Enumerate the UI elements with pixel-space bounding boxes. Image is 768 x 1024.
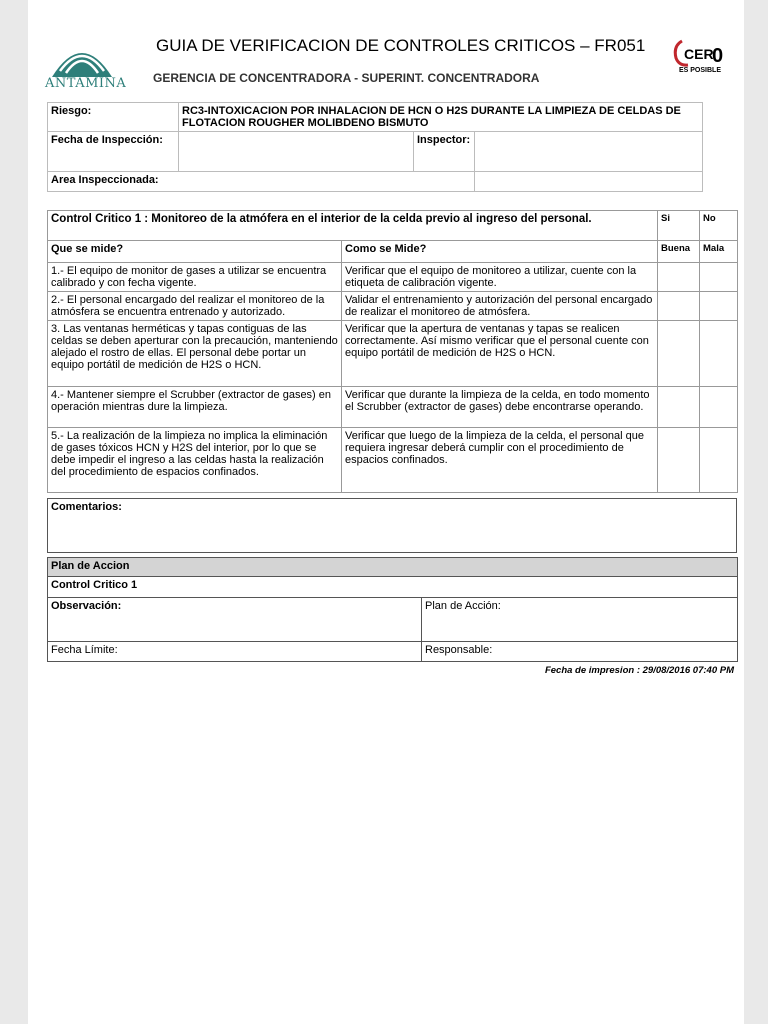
comentarios-box[interactable] [47, 498, 737, 553]
svg-text:CER: CER [684, 46, 714, 62]
control-critico-table [47, 210, 738, 493]
plan-control-critico: Control Critico 1 [48, 577, 738, 598]
inspector-field[interactable] [475, 132, 703, 172]
table-row [48, 321, 738, 387]
si-checkbox[interactable] [658, 292, 700, 321]
que-cell: 5.- La realización de la limpieza no implica la eliminación de gases tóxicos HCN y H2S del interior, por lo que se debe impedir el ingreso a las celdas hasta la realización del procedimiento de espacios confinados. [48, 428, 342, 493]
si-checkbox[interactable] [658, 428, 700, 493]
fecha-limite-field[interactable]: Fecha Límite: [48, 642, 422, 662]
observacion-field[interactable]: Observación: [48, 598, 422, 642]
como-se-mide-header: Como se Mide? [342, 241, 658, 263]
no-header: No [700, 211, 738, 241]
area-inspeccionada-label: Area Inspeccionada: [48, 172, 475, 192]
area-inspeccionada-field[interactable] [475, 172, 703, 192]
info-table [47, 102, 703, 192]
plan-accion-table [47, 557, 738, 662]
table-row [48, 428, 738, 493]
logo-text: ANTAMINA [45, 76, 127, 91]
fecha-impresion: Fecha de impresion : 29/08/2016 07:40 PM [544, 665, 734, 676]
page-title: GUIA DE VERIFICACION DE CONTROLES CRITICOS – FR051 [156, 36, 646, 55]
buena-header: Buena [658, 241, 700, 263]
plan-de-accion-field[interactable]: Plan de Acción: [422, 598, 738, 642]
mala-header: Mala [700, 241, 738, 263]
inspector-label: Inspector: [414, 132, 475, 172]
no-checkbox[interactable] [700, 292, 738, 321]
no-checkbox[interactable] [700, 387, 738, 428]
svg-text:0: 0 [712, 45, 724, 67]
como-cell: Verificar que durante la limpieza de la celda, en todo momento el Scrubber (extractor de gases) debe encontrarse operando. [342, 387, 658, 428]
no-checkbox[interactable] [700, 263, 738, 292]
no-checkbox[interactable] [700, 321, 738, 387]
fecha-inspeccion-field[interactable] [179, 132, 414, 172]
si-checkbox[interactable] [658, 263, 700, 292]
table-row [48, 263, 738, 292]
comentarios-label: Comentarios: [51, 501, 122, 513]
fecha-inspeccion-label: Fecha de Inspección: [48, 132, 179, 172]
responsable-field[interactable]: Responsable: [422, 642, 738, 662]
que-cell: 4.- Mantener siempre el Scrubber (extractor de gases) en operación mientras dure la limpieza. [48, 387, 342, 428]
como-cell: Verificar que el equipo de monitoreo a utilizar, cuente con la etiqueta de calibración vigente. [342, 263, 658, 292]
riesgo-label: Riesgo: [48, 103, 179, 132]
table-row [48, 387, 738, 428]
table-row [48, 292, 738, 321]
riesgo-value: RC3-INTOXICACION POR INHALACION DE HCN O H2S DURANTE LA LIMPIEZA DE CELDAS DE FLOTACION ROUGHER MOLIBDENO BISMUTO [179, 103, 703, 132]
cero-slogan: ES POSIBLE [678, 67, 721, 74]
como-cell: Verificar que luego de la limpieza de la celda, el personal que requiera ingresar deberá cumplir con el procedimiento de espacios confinados. [342, 428, 658, 493]
plan-accion-header: Plan de Accion [48, 558, 738, 577]
control-critico-title: Control Critico 1 : Monitoreo de la atmófera en el interior de la celda previo al ingreso del personal. [48, 211, 658, 241]
page-subtitle: GERENCIA DE CONCENTRADORA - SUPERINT. CONCENTRADORA [153, 71, 540, 85]
que-se-mide-header: Que se mide? [48, 241, 342, 263]
si-checkbox[interactable] [658, 387, 700, 428]
si-checkbox[interactable] [658, 321, 700, 387]
como-cell: Validar el entrenamiento y autorización del personal encargado de realizar el monitoreo de atmósfera. [342, 292, 658, 321]
no-checkbox[interactable] [700, 428, 738, 493]
si-header: Si [658, 211, 700, 241]
que-cell: 2.- El personal encargado del realizar el monitoreo de la atmósfera se encuentra entrenado y autorizado. [48, 292, 342, 321]
que-cell: 3. Las ventanas herméticas y tapas contiguas de las celdas se deben aperturar con la precaución, manteniendo alejado el rostro de ellas. El personal debe portar un equipo portátil de medición de H2S o HCN. [48, 321, 342, 387]
como-cell: Verificar que la apertura de ventanas y tapas se realicen correctamente. Así mismo verificar que el personal cuente con equipo portátil de medición de H2S o HCN. [342, 321, 658, 387]
cero-logo-icon [672, 38, 728, 68]
que-cell: 1.- El equipo de monitor de gases a utilizar se encuentra calibrado y con fecha vigente. [48, 263, 342, 292]
